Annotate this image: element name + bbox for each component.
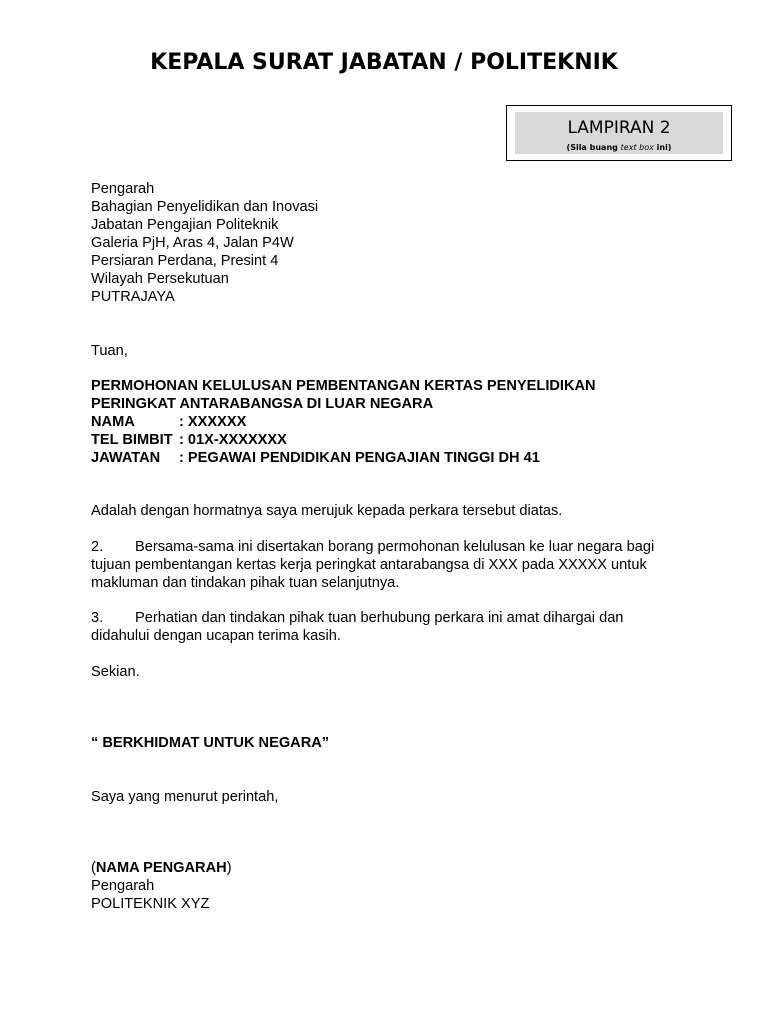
page-title: KEPALA SURAT JABATAN / POLITEKNIK: [150, 50, 618, 75]
signature-name: NAMA PENGARAH: [95, 860, 227, 876]
attachment-label: LAMPIRAN 2: [567, 118, 671, 138]
subject-field-phone: [91, 431, 596, 449]
paragraph-2-line-3: makluman dan tindakan pihak tuan selanjutnya.: [91, 575, 400, 591]
attachment-note-italic: text box: [620, 143, 654, 152]
paragraph-number: 2.: [91, 539, 104, 555]
paragraph-2-line-2: tujuan pembentangan kertas kerja peringkat antarabangsa di XXX pada XXXXX untuk: [91, 557, 647, 573]
recipient-line: Bahagian Penyelidikan dan Inovasi: [91, 199, 319, 215]
signature-open-paren: (: [91, 860, 96, 876]
paragraph-text: Perhatian dan tindakan pihak tuan berhubung perkara ini amat dihargai dan: [135, 610, 624, 626]
recipient-line: PUTRAJAYA: [91, 289, 175, 305]
motto: “ BERKHIDMAT UNTUK NEGARA”: [91, 735, 330, 751]
recipient-line: Pengarah: [91, 181, 155, 197]
signature-org: POLITEKNIK XYZ: [91, 896, 210, 912]
subject-field-name: [91, 413, 596, 431]
subject-line-1: PERMOHONAN KELULUSAN PEMBENTANGAN KERTAS PENYELIDIKAN: [91, 378, 596, 394]
subject-field-key: NAMA: [91, 414, 135, 430]
paragraph-2: [91, 538, 654, 592]
recipient-line: Galeria PjH, Aras 4, Jalan P4W: [91, 235, 294, 251]
salutation: Tuan,: [91, 343, 128, 359]
paragraph-3-line-1: [91, 609, 623, 627]
attachment-note-prefix: (Sila buang: [566, 143, 621, 152]
closing-text: Sekian.: [91, 664, 140, 680]
attachment-note: [515, 143, 723, 152]
intro-paragraph: Adalah dengan hormatnya saya merujuk kepada perkara tersebut diatas.: [91, 503, 563, 519]
paragraph-3: [91, 609, 623, 645]
subject-field-key: TEL BIMBIT: [91, 432, 173, 448]
subject-field-value: : 01X-XXXXXXX: [179, 432, 287, 448]
subject-field-position: [91, 449, 596, 467]
signature-close-paren: ): [226, 860, 232, 876]
subject-field-key: JAWATAN: [91, 450, 161, 466]
attachment-shaded-area: [515, 112, 723, 154]
recipient-line: Jabatan Pengajian Politeknik: [91, 217, 279, 233]
recipient-line: Wilayah Persekutuan: [91, 271, 229, 287]
subject-line-2: PERINGKAT ANTARABANGSA DI LUAR NEGARA: [91, 396, 434, 412]
subject-field-value: : PEGAWAI PENDIDIKAN PENGAJIAN TINGGI DH 41: [179, 450, 540, 466]
paragraph-text: Bersama-sama ini disertakan borang permohonan kelulusan ke luar negara bagi: [135, 539, 655, 555]
subject-block: [91, 377, 596, 467]
recipient-address: [91, 180, 318, 306]
paragraph-2-line-1: [91, 538, 654, 556]
signature-name-line: [91, 859, 232, 877]
subject-field-value: : XXXXXX: [179, 414, 247, 430]
attachment-note-suffix: ini): [653, 143, 672, 152]
paragraph-3-line-2: didahului dengan ucapan terima kasih.: [91, 628, 341, 644]
recipient-line: Persiaran Perdana, Presint 4: [91, 253, 279, 269]
signoff: Saya yang menurut perintah,: [91, 789, 279, 805]
paragraph-number: 3.: [91, 610, 104, 626]
attachment-text-box[interactable]: [506, 105, 732, 161]
signature-title: Pengarah: [91, 878, 155, 894]
signature-block: [91, 859, 232, 913]
